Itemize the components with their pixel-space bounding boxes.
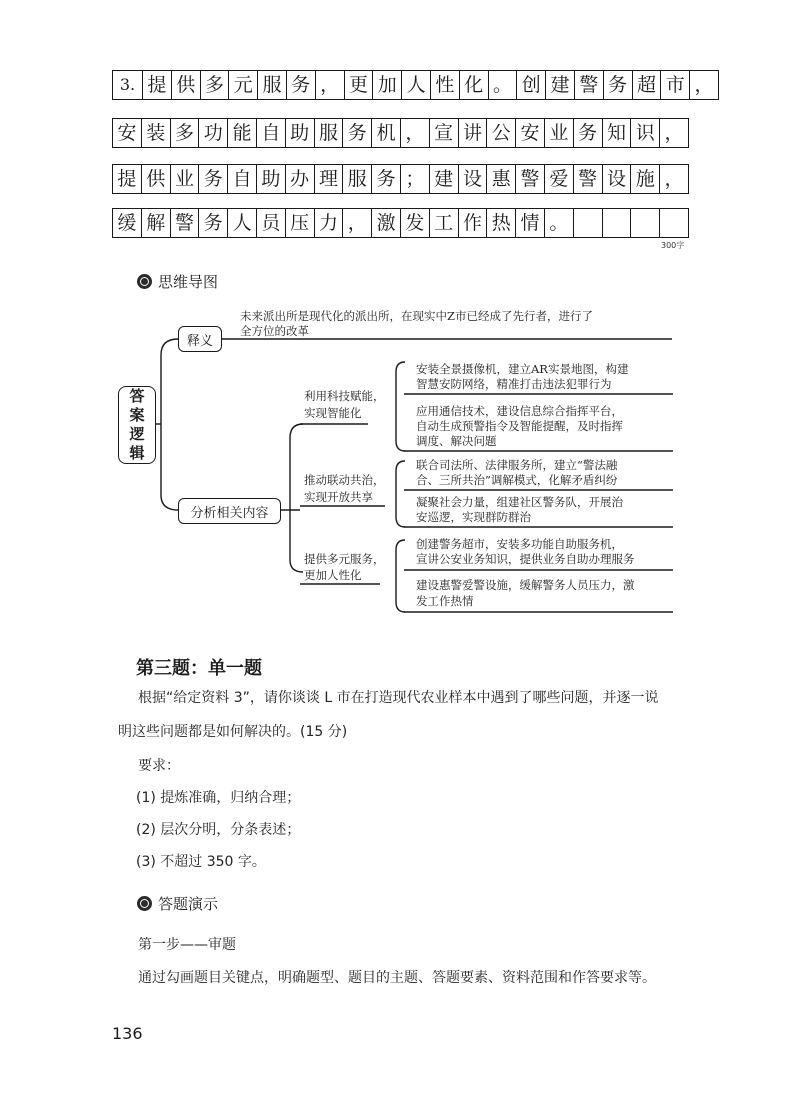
mindmap-root bbox=[118, 386, 156, 464]
grid-cell: 装 bbox=[142, 119, 171, 147]
grid-cell: ， bbox=[660, 165, 689, 193]
requirements-label: 要求： bbox=[138, 758, 180, 774]
grid-cell: 知 bbox=[603, 119, 632, 147]
grid-cell: 加 bbox=[373, 71, 402, 99]
demo-badge-icon bbox=[137, 896, 152, 911]
grid-cell: 服 bbox=[315, 119, 344, 147]
grid-cell: 功 bbox=[199, 119, 228, 147]
leaf-1-line-2: 智慧安防网络，精准打击违法犯罪行为 bbox=[416, 377, 612, 391]
question-prompt-line-1: 根据“给定资料 3”，请你谈谈 L 市在打造现代农业样本中遇到了哪些问题，并逐一说 bbox=[138, 690, 659, 706]
branch-1-label-2: 实现智能化 bbox=[304, 406, 362, 420]
grid-cell: 安 bbox=[516, 119, 545, 147]
grid-cell: ， bbox=[690, 71, 719, 99]
leaf-bracket-3 bbox=[396, 540, 405, 612]
demo-header bbox=[137, 893, 218, 914]
grid-cell: 助 bbox=[286, 119, 315, 147]
grid-cell: 警 bbox=[516, 165, 545, 193]
grid-cell: 务 bbox=[343, 119, 372, 147]
grid-cell: 设 bbox=[459, 165, 488, 193]
node-explain: 释义 bbox=[178, 326, 222, 352]
grid-cell: 热 bbox=[487, 209, 516, 237]
leaf-3-line-1: 联合司法所、法律服务所，建立“警法融 bbox=[416, 458, 618, 472]
grid-cell: 务 bbox=[372, 165, 401, 193]
grid-cell: 识 bbox=[631, 119, 660, 147]
grid-cell: 激 bbox=[372, 209, 401, 237]
branch-1-label-1: 利用科技赋能， bbox=[304, 389, 385, 403]
root-char-1: 答 bbox=[129, 387, 145, 405]
grid-cell: 元 bbox=[229, 71, 258, 99]
grid-cell: 业 bbox=[545, 119, 574, 147]
grid-cell: 作 bbox=[459, 209, 488, 237]
grid-cell: 。 bbox=[545, 209, 574, 237]
grid-cell: ， bbox=[660, 119, 689, 147]
grid-cell: ， bbox=[343, 209, 372, 237]
leaf-5-line-1: 创建警务超市，安装多功能自助服务机， bbox=[416, 537, 623, 551]
grid-cell: 多 bbox=[171, 119, 200, 147]
leaf-2-line-2: 自动生成预警指令及智能提醒，及时指挥 bbox=[416, 419, 623, 433]
grid-cell: 务 bbox=[199, 165, 228, 193]
grid-cell: 缓 bbox=[113, 209, 142, 237]
grid-cell: 人 bbox=[228, 209, 257, 237]
grid-cell: ， bbox=[401, 119, 430, 147]
grid-cell: ； bbox=[401, 165, 430, 193]
grid-cell: 超 bbox=[633, 71, 662, 99]
grid-cell: 创 bbox=[517, 71, 546, 99]
leaf-3-line-2: 合、三所共治”调解模式，化解矛盾纠纷 bbox=[416, 473, 618, 487]
grid-cell: 人 bbox=[402, 71, 431, 99]
grid-cell: 业 bbox=[171, 165, 200, 193]
grid-cell: 公 bbox=[487, 119, 516, 147]
question-title: 第三题：单一题 bbox=[136, 658, 262, 679]
grid-cell: 服 bbox=[343, 165, 372, 193]
root-char-3: 逻 bbox=[129, 425, 145, 443]
grid-cell: 自 bbox=[228, 165, 257, 193]
grid-cell: 压 bbox=[286, 209, 315, 237]
grid-cell: 能 bbox=[228, 119, 257, 147]
grid-cell: 理 bbox=[315, 165, 344, 193]
grid-cell: 更 bbox=[345, 71, 374, 99]
grid-cell: 化 bbox=[460, 71, 489, 99]
grid-cell: 供 bbox=[172, 71, 201, 99]
grid-cell: 讲 bbox=[459, 119, 488, 147]
step-text: 通过勾画题目关键点，明确题型、题目的主题、答题要素、资料范围和作答要求等。 bbox=[138, 970, 656, 986]
branch-bracket bbox=[290, 424, 303, 572]
grid-cell: 警 bbox=[171, 209, 200, 237]
grid-cell: 施 bbox=[631, 165, 660, 193]
branch-2-label-2: 实现开放共享 bbox=[304, 490, 373, 504]
branch-3-label-2: 更加人性化 bbox=[304, 568, 362, 582]
leaf-4-line-2: 安巡逻，实现群防群治 bbox=[416, 510, 531, 524]
grid-cell: ， bbox=[316, 71, 345, 99]
grid-cell: 提 bbox=[143, 71, 172, 99]
leaf-bracket-2 bbox=[396, 461, 405, 527]
root-char-2: 案 bbox=[129, 406, 145, 424]
grid-cell: 服 bbox=[258, 71, 287, 99]
requirement-3: (3) 不超过 350 字。 bbox=[136, 854, 266, 870]
grid-cell: 宣 bbox=[430, 119, 459, 147]
grid-cell: 自 bbox=[257, 119, 286, 147]
grid-cell: 务 bbox=[574, 119, 603, 147]
page-number: 136 bbox=[112, 1024, 143, 1043]
grid-cell: 爱 bbox=[545, 165, 574, 193]
leaf-1-line-1: 安装全景摄像机，建立AR实景地图，构建 bbox=[416, 362, 629, 376]
grid-cell: 安 bbox=[113, 119, 142, 147]
grid-cell: 惠 bbox=[487, 165, 516, 193]
grid-cell: 市 bbox=[661, 71, 690, 99]
node-analysis: 分析相关内容 bbox=[178, 498, 281, 524]
grid-cell: 设 bbox=[603, 165, 632, 193]
mindmap-title: 思维导图 bbox=[158, 273, 219, 291]
grid-cell: 力 bbox=[315, 209, 344, 237]
word-count-label: 300字 bbox=[661, 241, 685, 250]
question-prompt-line-2: 明这些问题都是如何解决的。(15 分) bbox=[118, 724, 348, 740]
grid-cell: 。 bbox=[489, 71, 518, 99]
demo-title: 答题演示 bbox=[158, 895, 219, 913]
branch-3-label-1: 提供多元服务， bbox=[304, 552, 385, 566]
grid-cell: 务 bbox=[604, 71, 633, 99]
leaf-6-line-1: 建设惠警爱警设施，缓解警务人员压力，激 bbox=[416, 578, 635, 592]
explain-text-2: 全方位的改革 bbox=[240, 324, 309, 338]
step-title: 第一步——审题 bbox=[138, 937, 236, 953]
grid-cell: 办 bbox=[286, 165, 315, 193]
grid-cell: 员 bbox=[257, 209, 286, 237]
grid-cell: 工 bbox=[430, 209, 459, 237]
grid-cell: 务 bbox=[287, 71, 316, 99]
grid-cell: 解 bbox=[142, 209, 171, 237]
grid-cell: 建 bbox=[546, 71, 575, 99]
root-bracket bbox=[161, 339, 178, 510]
grid-cell: 性 bbox=[431, 71, 460, 99]
branch-2-label-1: 推动联动共治， bbox=[304, 473, 385, 487]
grid-cell: 多 bbox=[201, 71, 230, 99]
grid-cell: 发 bbox=[401, 209, 430, 237]
leaf-bracket-1 bbox=[396, 362, 405, 451]
grid-cell: 警 bbox=[575, 71, 604, 99]
grid-cell: 提 bbox=[113, 165, 142, 193]
leaf-2-line-1: 应用通信技术，建设信息综合指挥平台， bbox=[416, 404, 623, 418]
grid-cell: 务 bbox=[199, 209, 228, 237]
grid-cell: 情 bbox=[516, 209, 545, 237]
leaf-6-line-2: 发工作热情 bbox=[416, 594, 474, 608]
explain-text-1: 未来派出所是现代化的派出所，在现实中Z市已经成了先行者，进行了 bbox=[240, 309, 593, 323]
requirement-2: (2) 层次分明，分条表述； bbox=[136, 822, 301, 838]
grid-cell: 3. bbox=[113, 71, 143, 99]
grid-cell: 供 bbox=[142, 165, 171, 193]
root-char-4: 辑 bbox=[129, 444, 145, 462]
leaf-4-line-1: 凝聚社会力量，组建社区警务队，开展治 bbox=[416, 495, 623, 509]
grid-cell: 建 bbox=[430, 165, 459, 193]
leaf-5-line-2: 宣讲公安业务知识，提供业务自助办理服务 bbox=[416, 552, 635, 566]
grid-cell: 机 bbox=[372, 119, 401, 147]
leaf-2-line-3: 调度、解决问题 bbox=[416, 434, 497, 448]
grid-cell: 助 bbox=[257, 165, 286, 193]
grid-cell: 警 bbox=[574, 165, 603, 193]
requirement-1: (1) 提炼准确，归纳合理； bbox=[136, 790, 301, 806]
